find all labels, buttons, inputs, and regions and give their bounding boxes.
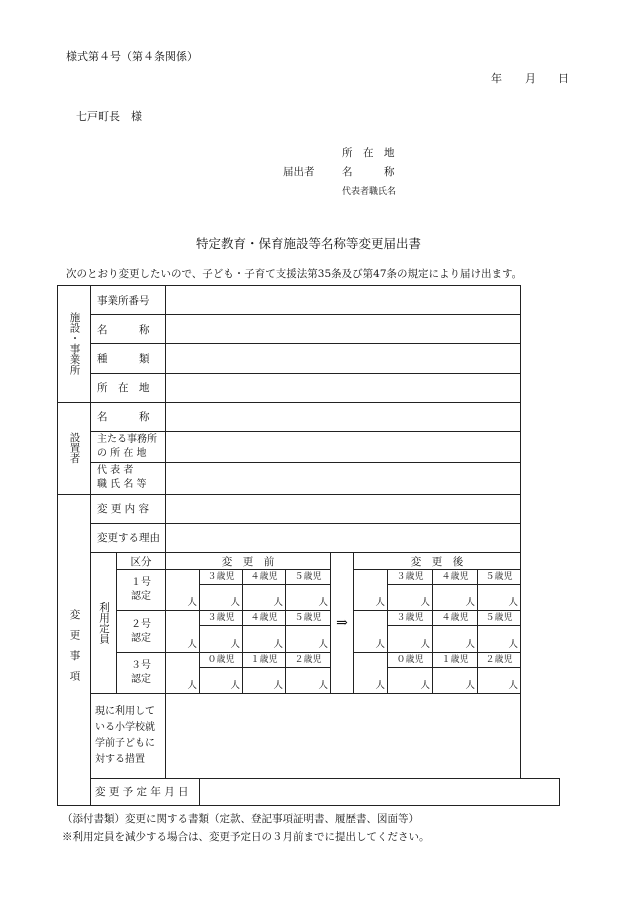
scheduled-date-label: 変 更 予 定 年 月 日 <box>91 778 200 805</box>
arrow-cell <box>331 553 354 694</box>
before-cert2-age4[interactable]: ４歳児 人 <box>243 611 286 652</box>
after-cert3-age2[interactable]: ２歳児 人 <box>478 652 521 693</box>
office-number-field[interactable] <box>166 286 521 315</box>
facility-section-header: 施設・事業所 <box>58 286 91 403</box>
main-office-field[interactable] <box>166 432 521 463</box>
facility-location-field[interactable] <box>166 373 521 402</box>
before-cert1-total[interactable]: 人 <box>166 570 200 611</box>
capacity-section-header: 利用定員 <box>91 553 117 694</box>
founder-name-label: 名 称 <box>91 402 166 431</box>
representative-label: 代表者職氏名 <box>342 187 397 197</box>
facility-name-label: 名 称 <box>91 315 166 344</box>
before-header: 変 更 前 <box>166 553 331 570</box>
after-cert3-total[interactable]: 人 <box>354 652 388 693</box>
after-cert1-total[interactable]: 人 <box>354 570 388 611</box>
after-cert2-age3[interactable]: ３歳児 人 <box>388 611 433 652</box>
representative-field[interactable] <box>166 463 521 494</box>
after-cert1-age4[interactable]: ４歳児 人 <box>433 570 478 611</box>
form-number: 様式第４号（第４条関係） <box>66 50 198 63</box>
founder-name-field[interactable] <box>166 402 521 431</box>
form-table <box>57 285 560 806</box>
facility-kind-label: 種 類 <box>91 344 166 373</box>
facility-name-field[interactable] <box>166 315 521 344</box>
after-header: 変 更 後 <box>354 553 521 570</box>
measures-label: 現に利用して いる小学校就 学前子どもに 対する措置 <box>91 694 166 779</box>
attachments-note: （添付書類）変更に関する書類（定款、登記事項証明書、履歴書、図面等） <box>62 813 419 825</box>
change-content-field[interactable] <box>166 494 521 523</box>
scheduled-date-field[interactable] <box>200 778 560 805</box>
change-content-label: 変 更 内 容 <box>91 494 166 523</box>
before-cert2-age5[interactable]: ５歳児 人 <box>286 611 331 652</box>
facility-location-label: 所 在 地 <box>91 373 166 402</box>
reporter-label: 届出者 <box>283 166 315 178</box>
addressee: 七戸町長 様 <box>76 110 142 123</box>
cert2-label: ２号 認定 <box>117 611 166 652</box>
facility-kind-field[interactable] <box>166 344 521 373</box>
document-title: 特定教育・保育施設等名称等変更届出書 <box>196 236 422 251</box>
before-cert3-age2[interactable]: ２歳児 人 <box>286 652 331 693</box>
office-number-label: 事業所番号 <box>91 286 166 315</box>
before-cert2-total[interactable]: 人 <box>166 611 200 652</box>
after-cert1-age5[interactable]: ５歳児 人 <box>478 570 521 611</box>
cert3-label: ３号 認定 <box>117 652 166 693</box>
measures-field[interactable] <box>166 694 521 779</box>
after-cert3-age1[interactable]: １歳児 人 <box>433 652 478 693</box>
representative-row-label: 代 表 者 職 氏 名 等 <box>91 463 166 494</box>
kubun-header: 区分 <box>117 553 166 570</box>
before-cert3-total[interactable]: 人 <box>166 652 200 693</box>
founder-section-header: 設置者 <box>58 402 91 494</box>
intro-text: 次のとおり変更したいので、子ども・子育て支援法第35条及び第47条の規定により届け出ます。 <box>66 268 523 280</box>
change-reason-label: 変更する理由 <box>91 523 166 552</box>
before-cert3-age1[interactable]: １歳児 人 <box>243 652 286 693</box>
before-cert2-age3[interactable]: ３歳児 人 <box>200 611 243 652</box>
date-month-label: 月 <box>525 72 536 85</box>
change-section-header: 変更事項 <box>58 494 91 805</box>
before-cert3-age0[interactable]: ０歳児 人 <box>200 652 243 693</box>
date-day-label: 日 <box>558 72 569 85</box>
right-arrow-icon: ⇒ <box>336 615 348 632</box>
after-cert2-age5[interactable]: ５歳児 人 <box>478 611 521 652</box>
before-cert1-age4[interactable]: ４歳児 人 <box>243 570 286 611</box>
cert1-label: １号 認定 <box>117 570 166 611</box>
reporter-name-label: 名 称 <box>342 166 395 178</box>
date-year-label: 年 <box>491 72 502 85</box>
after-cert3-age0[interactable]: ０歳児 人 <box>388 652 433 693</box>
after-cert2-age4[interactable]: ４歳児 人 <box>433 611 478 652</box>
after-cert2-total[interactable]: 人 <box>354 611 388 652</box>
after-cert1-age3[interactable]: ３歳児 人 <box>388 570 433 611</box>
capacity-reduction-note: ※利用定員を減少する場合は、変更予定日の３月前までに提出してください。 <box>62 831 430 843</box>
before-cert1-age5[interactable]: ５歳児 人 <box>286 570 331 611</box>
main-office-label: 主たる事務所 の 所 在 地 <box>91 432 166 463</box>
change-reason-field[interactable] <box>166 523 521 552</box>
address-label: 所 在 地 <box>342 147 395 159</box>
before-cert1-age3[interactable]: ３歳児 人 <box>200 570 243 611</box>
